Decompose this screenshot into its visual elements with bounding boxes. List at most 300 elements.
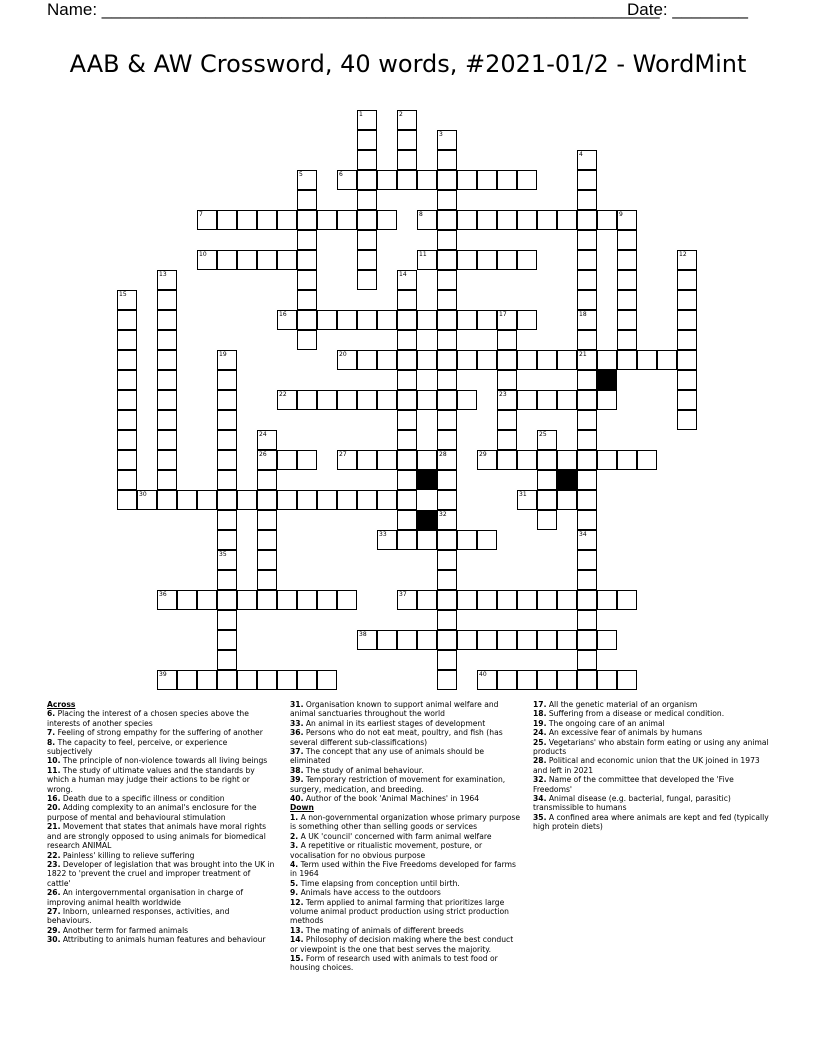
answer-square[interactable] (637, 350, 657, 370)
answer-square[interactable] (557, 630, 577, 650)
answer-square[interactable] (297, 290, 317, 310)
answer-square[interactable] (297, 230, 317, 250)
answer-square[interactable] (157, 330, 177, 350)
answer-square[interactable] (237, 670, 257, 690)
answer-square[interactable] (577, 210, 597, 230)
answer-square[interactable] (337, 390, 357, 410)
answer-square[interactable] (457, 250, 477, 270)
answer-square[interactable] (297, 190, 317, 210)
answer-square[interactable] (277, 590, 297, 610)
answer-square[interactable] (117, 310, 137, 330)
answer-square[interactable] (277, 490, 297, 510)
answer-square[interactable] (357, 150, 377, 170)
answer-square[interactable] (497, 310, 517, 330)
answer-square[interactable] (617, 230, 637, 250)
answer-square[interactable] (617, 350, 637, 370)
answer-square[interactable] (497, 410, 517, 430)
answer-square[interactable] (417, 530, 437, 550)
answer-square[interactable] (577, 470, 597, 490)
answer-square[interactable] (177, 590, 197, 610)
answer-square[interactable] (437, 390, 457, 410)
answer-square[interactable] (497, 370, 517, 390)
answer-square[interactable] (157, 670, 177, 690)
answer-square[interactable] (457, 170, 477, 190)
answer-square[interactable] (397, 370, 417, 390)
answer-square[interactable] (577, 450, 597, 470)
answer-square[interactable] (437, 550, 457, 570)
answer-square[interactable] (677, 290, 697, 310)
answer-square[interactable] (117, 350, 137, 370)
answer-square[interactable] (357, 110, 377, 130)
answer-square[interactable] (577, 650, 597, 670)
answer-square[interactable] (357, 230, 377, 250)
answer-square[interactable] (277, 390, 297, 410)
answer-square[interactable] (437, 150, 457, 170)
answer-square[interactable] (217, 650, 237, 670)
answer-square[interactable] (417, 450, 437, 470)
answer-square[interactable] (157, 590, 177, 610)
answer-square[interactable] (397, 590, 417, 610)
answer-square[interactable] (157, 470, 177, 490)
answer-square[interactable] (577, 570, 597, 590)
answer-square[interactable] (537, 450, 557, 470)
answer-square[interactable] (297, 670, 317, 690)
answer-square[interactable] (537, 470, 557, 490)
answer-square[interactable] (157, 410, 177, 430)
answer-square[interactable] (677, 350, 697, 370)
answer-square[interactable] (497, 450, 517, 470)
answer-square[interactable] (257, 550, 277, 570)
answer-square[interactable] (397, 530, 417, 550)
answer-square[interactable] (437, 430, 457, 450)
answer-square[interactable] (117, 330, 137, 350)
answer-square[interactable] (157, 290, 177, 310)
answer-square[interactable] (517, 210, 537, 230)
answer-square[interactable] (577, 670, 597, 690)
answer-square[interactable] (377, 210, 397, 230)
answer-square[interactable] (217, 590, 237, 610)
answer-square[interactable] (617, 330, 637, 350)
answer-square[interactable] (537, 510, 557, 530)
answer-square[interactable] (217, 390, 237, 410)
answer-square[interactable] (677, 410, 697, 430)
answer-square[interactable] (457, 390, 477, 410)
answer-square[interactable] (577, 630, 597, 650)
answer-square[interactable] (557, 350, 577, 370)
answer-square[interactable] (217, 430, 237, 450)
answer-square[interactable] (437, 290, 457, 310)
answer-square[interactable] (117, 390, 137, 410)
answer-square[interactable] (437, 250, 457, 270)
answer-square[interactable] (557, 210, 577, 230)
answer-square[interactable] (257, 250, 277, 270)
answer-square[interactable] (617, 670, 637, 690)
answer-square[interactable] (117, 490, 137, 510)
answer-square[interactable] (577, 150, 597, 170)
answer-square[interactable] (217, 530, 237, 550)
answer-square[interactable] (197, 670, 217, 690)
answer-square[interactable] (157, 310, 177, 330)
answer-square[interactable] (417, 310, 437, 330)
answer-square[interactable] (497, 350, 517, 370)
answer-square[interactable] (397, 330, 417, 350)
answer-square[interactable] (397, 490, 417, 510)
answer-square[interactable] (377, 450, 397, 470)
answer-square[interactable] (677, 310, 697, 330)
answer-square[interactable] (537, 590, 557, 610)
answer-square[interactable] (417, 390, 437, 410)
answer-square[interactable] (157, 490, 177, 510)
answer-square[interactable] (217, 510, 237, 530)
answer-square[interactable] (397, 410, 417, 430)
answer-square[interactable] (217, 550, 237, 570)
answer-square[interactable] (437, 650, 457, 670)
answer-square[interactable] (477, 590, 497, 610)
answer-square[interactable] (197, 210, 217, 230)
answer-square[interactable] (297, 390, 317, 410)
answer-square[interactable] (517, 390, 537, 410)
answer-square[interactable] (617, 310, 637, 330)
answer-square[interactable] (437, 510, 457, 530)
answer-square[interactable] (217, 410, 237, 430)
answer-square[interactable] (637, 450, 657, 470)
answer-square[interactable] (157, 450, 177, 470)
answer-square[interactable] (677, 250, 697, 270)
answer-square[interactable] (217, 610, 237, 630)
answer-square[interactable] (577, 230, 597, 250)
answer-square[interactable] (577, 430, 597, 450)
answer-square[interactable] (437, 630, 457, 650)
answer-square[interactable] (577, 510, 597, 530)
answer-square[interactable] (497, 430, 517, 450)
answer-square[interactable] (517, 450, 537, 470)
answer-square[interactable] (157, 350, 177, 370)
answer-square[interactable] (337, 450, 357, 470)
answer-square[interactable] (477, 530, 497, 550)
answer-square[interactable] (357, 450, 377, 470)
answer-square[interactable] (377, 170, 397, 190)
answer-square[interactable] (337, 350, 357, 370)
answer-square[interactable] (477, 310, 497, 330)
answer-square[interactable] (437, 530, 457, 550)
answer-square[interactable] (177, 490, 197, 510)
answer-square[interactable] (577, 270, 597, 290)
answer-square[interactable] (617, 250, 637, 270)
answer-square[interactable] (317, 490, 337, 510)
answer-square[interactable] (577, 590, 597, 610)
answer-square[interactable] (317, 590, 337, 610)
answer-square[interactable] (117, 470, 137, 490)
answer-square[interactable] (357, 210, 377, 230)
answer-square[interactable] (557, 390, 577, 410)
answer-square[interactable] (297, 250, 317, 270)
answer-square[interactable] (437, 170, 457, 190)
answer-square[interactable] (477, 670, 497, 690)
answer-square[interactable] (217, 630, 237, 650)
answer-square[interactable] (337, 210, 357, 230)
answer-square[interactable] (517, 310, 537, 330)
answer-square[interactable] (397, 630, 417, 650)
answer-square[interactable] (417, 250, 437, 270)
answer-square[interactable] (577, 350, 597, 370)
answer-square[interactable] (337, 170, 357, 190)
answer-square[interactable] (397, 310, 417, 330)
answer-square[interactable] (617, 210, 637, 230)
answer-square[interactable] (397, 430, 417, 450)
answer-square[interactable] (617, 270, 637, 290)
answer-square[interactable] (297, 170, 317, 190)
answer-square[interactable] (257, 670, 277, 690)
answer-square[interactable] (377, 630, 397, 650)
answer-square[interactable] (377, 530, 397, 550)
answer-square[interactable] (537, 350, 557, 370)
answer-square[interactable] (597, 630, 617, 650)
answer-square[interactable] (497, 330, 517, 350)
answer-square[interactable] (197, 250, 217, 270)
answer-square[interactable] (297, 330, 317, 350)
answer-square[interactable] (117, 410, 137, 430)
answer-square[interactable] (597, 210, 617, 230)
answer-square[interactable] (277, 250, 297, 270)
answer-square[interactable] (437, 350, 457, 370)
answer-square[interactable] (437, 450, 457, 470)
answer-square[interactable] (497, 630, 517, 650)
answer-square[interactable] (197, 590, 217, 610)
answer-square[interactable] (217, 470, 237, 490)
answer-square[interactable] (577, 310, 597, 330)
answer-square[interactable] (557, 450, 577, 470)
answer-square[interactable] (577, 290, 597, 310)
answer-square[interactable] (277, 210, 297, 230)
answer-square[interactable] (597, 450, 617, 470)
answer-square[interactable] (597, 390, 617, 410)
answer-square[interactable] (317, 310, 337, 330)
answer-square[interactable] (577, 330, 597, 350)
answer-square[interactable] (357, 390, 377, 410)
answer-square[interactable] (397, 450, 417, 470)
answer-square[interactable] (357, 250, 377, 270)
answer-square[interactable] (257, 510, 277, 530)
answer-square[interactable] (277, 670, 297, 690)
answer-square[interactable] (537, 670, 557, 690)
answer-square[interactable] (417, 350, 437, 370)
answer-square[interactable] (257, 450, 277, 470)
answer-square[interactable] (197, 490, 217, 510)
answer-square[interactable] (257, 570, 277, 590)
answer-square[interactable] (677, 370, 697, 390)
answer-square[interactable] (617, 590, 637, 610)
answer-square[interactable] (497, 210, 517, 230)
answer-square[interactable] (457, 530, 477, 550)
answer-square[interactable] (397, 470, 417, 490)
answer-square[interactable] (357, 130, 377, 150)
answer-square[interactable] (217, 370, 237, 390)
answer-square[interactable] (377, 490, 397, 510)
answer-square[interactable] (477, 630, 497, 650)
answer-square[interactable] (477, 210, 497, 230)
answer-square[interactable] (677, 270, 697, 290)
answer-square[interactable] (437, 570, 457, 590)
answer-square[interactable] (437, 310, 457, 330)
answer-square[interactable] (577, 550, 597, 570)
answer-square[interactable] (437, 610, 457, 630)
answer-square[interactable] (577, 250, 597, 270)
answer-square[interactable] (497, 250, 517, 270)
answer-square[interactable] (557, 590, 577, 610)
answer-square[interactable] (417, 210, 437, 230)
answer-square[interactable] (517, 590, 537, 610)
answer-square[interactable] (437, 670, 457, 690)
answer-square[interactable] (397, 510, 417, 530)
answer-square[interactable] (317, 210, 337, 230)
answer-square[interactable] (357, 190, 377, 210)
answer-square[interactable] (397, 130, 417, 150)
answer-square[interactable] (397, 150, 417, 170)
answer-square[interactable] (357, 170, 377, 190)
answer-square[interactable] (397, 390, 417, 410)
answer-square[interactable] (217, 350, 237, 370)
answer-square[interactable] (177, 670, 197, 690)
answer-square[interactable] (217, 450, 237, 470)
answer-square[interactable] (297, 450, 317, 470)
answer-square[interactable] (217, 250, 237, 270)
answer-square[interactable] (457, 310, 477, 330)
answer-square[interactable] (397, 110, 417, 130)
answer-square[interactable] (457, 350, 477, 370)
answer-square[interactable] (597, 350, 617, 370)
answer-square[interactable] (237, 250, 257, 270)
answer-square[interactable] (577, 190, 597, 210)
answer-square[interactable] (477, 450, 497, 470)
answer-square[interactable] (577, 530, 597, 550)
answer-square[interactable] (257, 490, 277, 510)
answer-square[interactable] (137, 490, 157, 510)
answer-square[interactable] (117, 450, 137, 470)
answer-square[interactable] (437, 270, 457, 290)
answer-square[interactable] (357, 490, 377, 510)
answer-square[interactable] (337, 310, 357, 330)
answer-square[interactable] (297, 310, 317, 330)
answer-square[interactable] (437, 470, 457, 490)
answer-square[interactable] (217, 670, 237, 690)
answer-square[interactable] (297, 490, 317, 510)
answer-square[interactable] (577, 370, 597, 390)
answer-square[interactable] (217, 490, 237, 510)
answer-square[interactable] (157, 430, 177, 450)
answer-square[interactable] (497, 590, 517, 610)
answer-square[interactable] (437, 210, 457, 230)
answer-square[interactable] (217, 210, 237, 230)
answer-square[interactable] (317, 390, 337, 410)
answer-square[interactable] (557, 490, 577, 510)
answer-square[interactable] (517, 630, 537, 650)
answer-square[interactable] (397, 270, 417, 290)
answer-square[interactable] (577, 170, 597, 190)
answer-square[interactable] (417, 170, 437, 190)
answer-square[interactable] (297, 270, 317, 290)
answer-square[interactable] (597, 670, 617, 690)
answer-square[interactable] (577, 610, 597, 630)
answer-square[interactable] (457, 590, 477, 610)
answer-square[interactable] (337, 590, 357, 610)
answer-square[interactable] (437, 590, 457, 610)
answer-square[interactable] (217, 570, 237, 590)
answer-square[interactable] (297, 210, 317, 230)
answer-square[interactable] (497, 670, 517, 690)
answer-square[interactable] (517, 250, 537, 270)
answer-square[interactable] (397, 290, 417, 310)
answer-square[interactable] (237, 590, 257, 610)
answer-square[interactable] (257, 470, 277, 490)
answer-square[interactable] (397, 350, 417, 370)
answer-square[interactable] (437, 230, 457, 250)
answer-square[interactable] (357, 310, 377, 330)
answer-square[interactable] (237, 210, 257, 230)
answer-square[interactable] (577, 390, 597, 410)
answer-square[interactable] (157, 390, 177, 410)
answer-square[interactable] (397, 170, 417, 190)
answer-square[interactable] (537, 390, 557, 410)
answer-square[interactable] (537, 430, 557, 450)
answer-square[interactable] (117, 370, 137, 390)
answer-square[interactable] (677, 330, 697, 350)
answer-square[interactable] (257, 210, 277, 230)
answer-square[interactable] (497, 170, 517, 190)
answer-square[interactable] (417, 630, 437, 650)
answer-square[interactable] (657, 350, 677, 370)
answer-square[interactable] (277, 310, 297, 330)
answer-square[interactable] (337, 490, 357, 510)
answer-square[interactable] (457, 630, 477, 650)
answer-square[interactable] (357, 630, 377, 650)
answer-square[interactable] (257, 530, 277, 550)
answer-square[interactable] (237, 490, 257, 510)
answer-square[interactable] (357, 270, 377, 290)
answer-square[interactable] (317, 670, 337, 690)
answer-square[interactable] (477, 350, 497, 370)
answer-square[interactable] (517, 670, 537, 690)
answer-square[interactable] (557, 670, 577, 690)
answer-square[interactable] (377, 310, 397, 330)
answer-square[interactable] (577, 410, 597, 430)
answer-square[interactable] (517, 490, 537, 510)
answer-square[interactable] (277, 450, 297, 470)
answer-square[interactable] (117, 430, 137, 450)
answer-square[interactable] (297, 590, 317, 610)
answer-square[interactable] (677, 390, 697, 410)
answer-square[interactable] (437, 130, 457, 150)
answer-square[interactable] (437, 190, 457, 210)
answer-square[interactable] (437, 370, 457, 390)
answer-square[interactable] (477, 170, 497, 190)
answer-square[interactable] (457, 210, 477, 230)
answer-square[interactable] (437, 490, 457, 510)
answer-square[interactable] (537, 630, 557, 650)
answer-square[interactable] (257, 430, 277, 450)
answer-square[interactable] (437, 330, 457, 350)
answer-square[interactable] (617, 290, 637, 310)
answer-square[interactable] (377, 390, 397, 410)
answer-square[interactable] (257, 590, 277, 610)
answer-square[interactable] (537, 210, 557, 230)
answer-square[interactable] (477, 250, 497, 270)
answer-square[interactable] (577, 490, 597, 510)
answer-square[interactable] (437, 410, 457, 430)
answer-square[interactable] (497, 390, 517, 410)
answer-square[interactable] (517, 350, 537, 370)
answer-square[interactable] (377, 350, 397, 370)
answer-square[interactable] (537, 490, 557, 510)
